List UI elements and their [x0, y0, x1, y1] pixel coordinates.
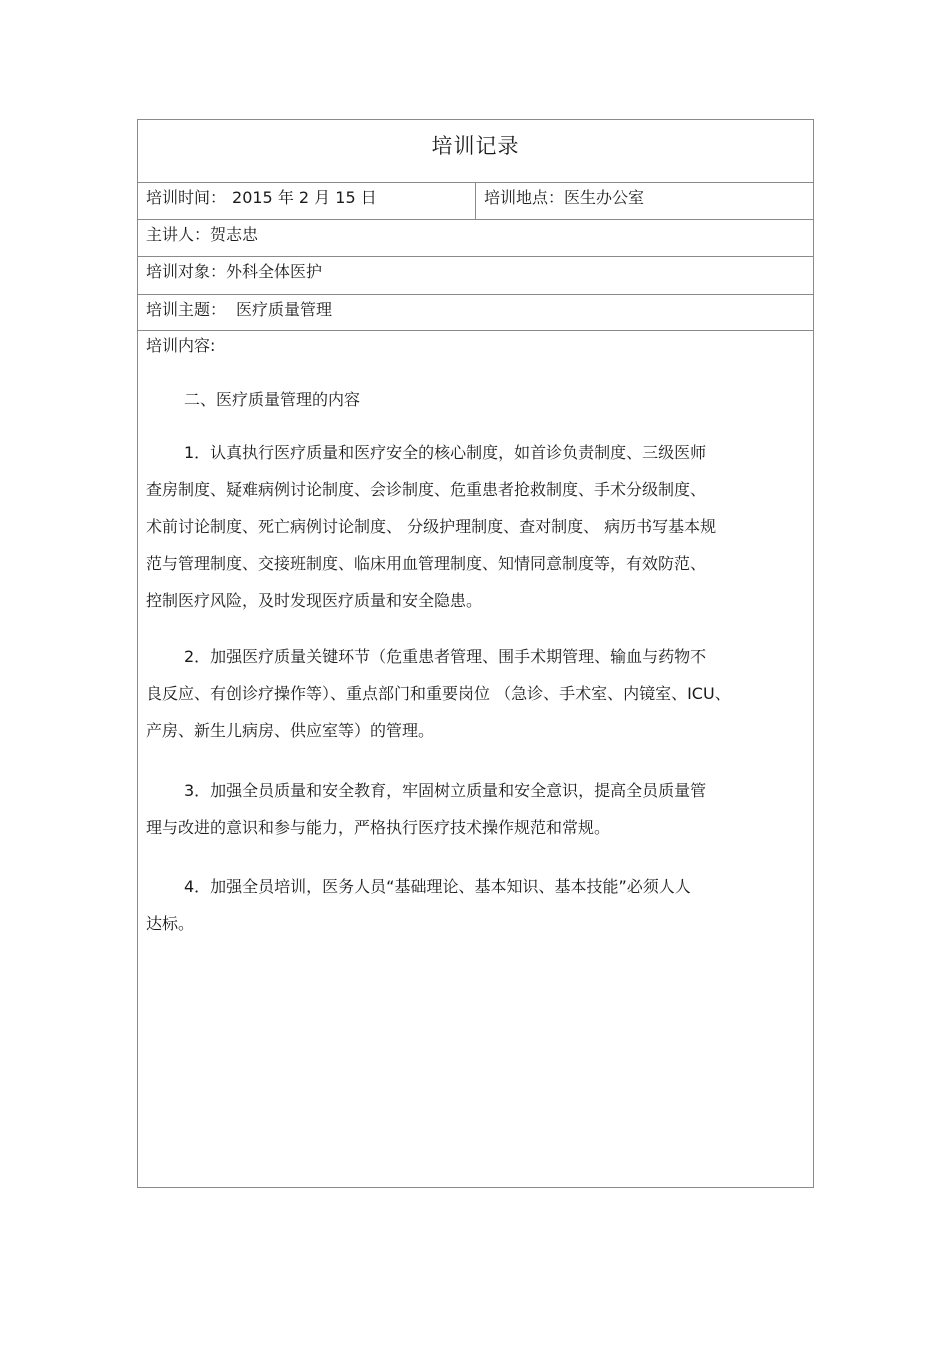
training-record-form	[137, 119, 814, 1188]
paragraph-3	[146, 772, 806, 846]
section-title: 二、医疗质量管理的内容	[184, 390, 361, 409]
topic-cell	[138, 295, 813, 330]
speaker-label: 主讲人：	[146, 225, 211, 244]
paragraph-4	[146, 868, 806, 942]
paragraph-1	[146, 434, 806, 619]
audience-row	[138, 257, 813, 295]
title-row	[138, 120, 813, 183]
speaker-row	[138, 220, 813, 257]
location-cell	[475, 183, 813, 219]
paragraph-line: 查房制度、疑难病例讨论制度、会诊制度、危重患者抢救制度、手术分级制度、	[146, 480, 707, 499]
time-value: 2015 年 2 月 15 日	[232, 188, 377, 207]
audience-cell	[138, 257, 813, 294]
content-label: 培训内容:	[146, 336, 216, 355]
paragraph-line: 产房、新生儿病房、供应室等）的管理。	[146, 721, 435, 740]
paragraph-line: 3．加强全员质量和安全教育，牢固树立质量和安全意识，提高全员质量管	[184, 781, 707, 800]
audience-label: 培训对象：	[146, 262, 227, 281]
paragraph-line: 范与管理制度、交接班制度、临床用血管理制度、知情同意制度等，有效防范、	[146, 554, 707, 573]
paragraph-line: 控制医疗风险，及时发现医疗质量和安全隐患。	[146, 591, 483, 610]
location-label: 培训地点：	[484, 188, 565, 207]
form-title: 培训记录	[431, 134, 520, 158]
paragraph-line: 1．认真执行医疗质量和医疗安全的核心制度，如首诊负责制度、三级医师	[184, 443, 707, 462]
time-location-row	[138, 183, 813, 220]
speaker-value: 贺志忠	[210, 225, 259, 244]
topic-row	[138, 295, 813, 331]
location-value: 医生办公室	[564, 188, 645, 207]
topic-value: 医疗质量管理	[236, 300, 333, 319]
time-cell	[138, 183, 475, 219]
paragraph-line: 达标。	[146, 914, 195, 933]
paragraph-line: 良反应、有创诊疗操作等）、重点部门和重要岗位 （急诊、手术室、内镜室、ICU、	[146, 684, 731, 703]
speaker-cell	[138, 220, 813, 256]
paragraph-line: 4．加强全员培训，医务人员“基础理论、基本知识、基本技能”必须人人	[184, 877, 691, 896]
paragraph-line: 理与改进的意识和参与能力，严格执行医疗技术操作规范和常规。	[146, 818, 611, 837]
paragraph-line: 术前讨论制度、死亡病例讨论制度、 分级护理制度、查对制度、 病历书写基本规	[146, 517, 717, 536]
audience-value: 外科全体医护	[226, 262, 323, 281]
paragraph-2	[146, 638, 806, 749]
topic-label: 培训主题：	[146, 300, 227, 319]
paragraph-line: 2．加强医疗质量关键环节（危重患者管理、围手术期管理、输血与药物不	[184, 647, 707, 666]
time-label: 培训时间：	[146, 188, 227, 207]
